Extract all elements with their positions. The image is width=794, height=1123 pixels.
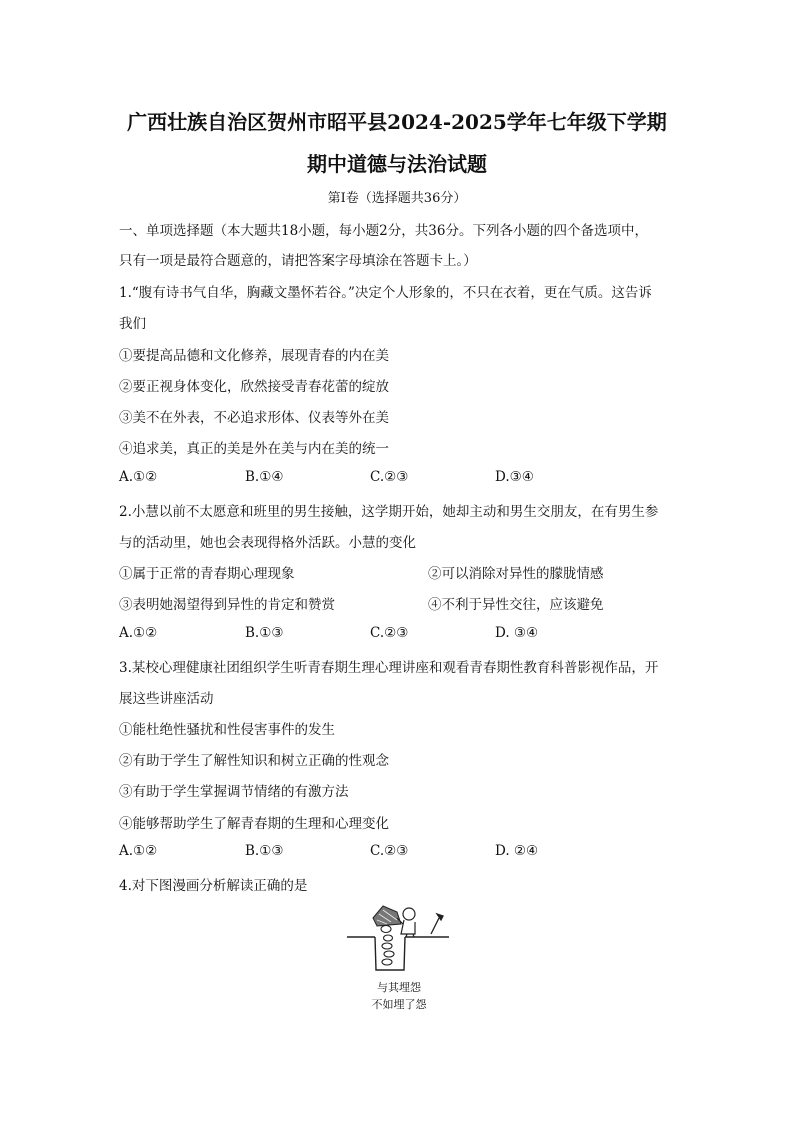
q1-item-4: ④追求美，真正的美是外在美与内在美的统一 xyxy=(119,441,389,457)
shovel-icon xyxy=(431,914,443,934)
page-title-line2: 期中道德与法治试题 xyxy=(307,152,487,176)
q3-option-d: D. ②④ xyxy=(495,843,539,859)
section-subtitle: 第Ⅰ卷（选择题共36分） xyxy=(327,191,467,206)
q1-stem-line1: 1.“腹有诗书气自华，胸藏文墨怀若谷。”决定个人形象的，不只在衣着，更在气质。这告诉 xyxy=(119,285,652,301)
q1-option-b: B.①④ xyxy=(245,469,284,485)
q3-item-1: ①能杜绝性骚扰和性侵害事件的发生 xyxy=(119,722,335,738)
q3-option-c: C.②③ xyxy=(370,843,409,859)
q2-stem-line2: 与的活动里，她也会表现得格外活跃。小慧的变化 xyxy=(119,535,416,551)
q2-item-1: ①属于正常的青春期心理现象 xyxy=(119,566,295,582)
q1-stem-line2: 我们 xyxy=(119,316,146,332)
section-instruction-line1: 一、单项选择题（本大题共18小题，每小题2分，共36分。下列各小题的四个备选项中， xyxy=(119,223,648,239)
cartoon-caption-line1: 与其埋怨 xyxy=(377,981,421,994)
page-title-line1: 广西壮族自治区贺州市昭平县2024-2025学年七年级下学期 xyxy=(127,110,667,134)
buried-stones xyxy=(381,926,394,966)
q2-item-4: ④不利于异性交往，应该避免 xyxy=(428,597,604,613)
q3-stem-line2: 展这些讲座活动 xyxy=(119,691,214,707)
q3-item-2: ②有助于学生了解性知识和树立正确的性观念 xyxy=(119,753,389,769)
q1-item-3: ③美不在外表，不必追求形体、仪表等外在美 xyxy=(119,410,389,426)
q3-item-3: ③有助于学生掌握调节情绪的有激方法 xyxy=(119,784,349,800)
q2-option-d: D. ③④ xyxy=(495,625,539,641)
q2-item-2: ②可以消除对异性的朦胧情感 xyxy=(428,566,604,582)
q1-option-d: D.③④ xyxy=(495,469,534,485)
q2-option-b: B.①③ xyxy=(245,625,284,641)
q1-item-2: ②要正视身体变化，欣然接受青春花蕾的绽放 xyxy=(119,379,389,395)
stone-pile xyxy=(373,906,401,926)
cartoon-illustration xyxy=(343,904,455,1016)
q2-option-a: A.①② xyxy=(119,625,158,641)
q2-stem-line1: 2.小慧以前不太愿意和班里的男生接触，这学期开始，她却主动和男生交朋友，在有男生参 xyxy=(119,504,659,520)
q1-option-a: A.①② xyxy=(119,469,158,485)
q1-option-c: C.②③ xyxy=(370,469,409,485)
q2-option-c: C.②③ xyxy=(370,625,409,641)
q3-item-4: ④能够帮助学生了解青春期的生理和心理变化 xyxy=(119,816,389,832)
q3-stem-line1: 3.某校心理健康社团组织学生听青春期生理心理讲座和观看青春期性教育科普影视作品，开 xyxy=(119,660,659,676)
cartoon-caption-line2: 不如埋了怨 xyxy=(371,998,427,1011)
q1-item-1: ①要提高品德和文化修养，展现青春的内在美 xyxy=(119,348,389,364)
q3-option-a: A.①② xyxy=(119,843,158,859)
q4-stem: 4.对下图漫画分析解读正确的是 xyxy=(119,878,308,894)
q2-item-3: ③表明她渴望得到异性的肯定和赞赏 xyxy=(119,597,335,613)
pit-outline xyxy=(375,937,405,970)
q3-option-b: B.①③ xyxy=(245,843,284,859)
section-instruction-line2: 只有一项是最符合题意的，请把答案字母填涂在答题卡上。） xyxy=(119,253,477,269)
